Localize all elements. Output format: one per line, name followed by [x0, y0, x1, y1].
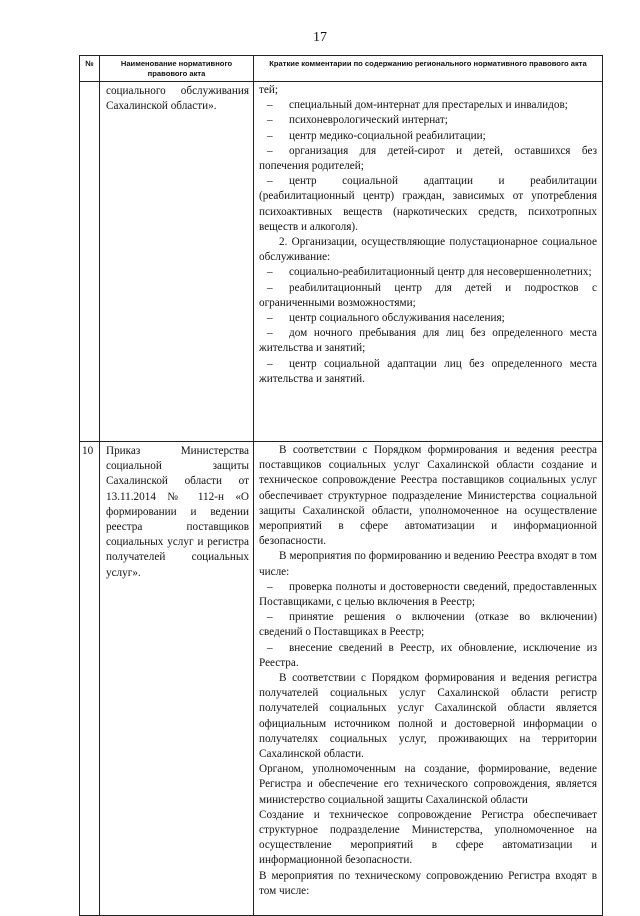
dash-marker: –: [267, 175, 273, 188]
comment-text: В соответствии с Порядком формирования и ведения реестра поставщиков социальных услуг Сахалинской области создание и техническое сопровождение Реестра поставщиков социальных услуг обеспечивает структурное подразделение Министерства социальной защиты Сахалинской области, уполномоченное на осуществление мероприятий в сфере автоматизации и информационной безопасности.: [259, 444, 597, 548]
dash-marker: –: [267, 129, 273, 142]
paragraph: [259, 83, 597, 98]
comment-text: центр социальной адаптации и реабилитации (реабилитационный центр) граждан, зависимых от употребления психоактивных веществ (наркотических средств, психотропных веществ и алкоголя).: [259, 175, 597, 233]
dash-marker: –: [267, 327, 273, 340]
act-comments: [254, 442, 603, 916]
dash-marker: –: [267, 357, 273, 370]
comment-text: В мероприятия по техническому сопровождению Регистра входят в том числе:: [259, 869, 597, 897]
comment-text: тей;: [259, 84, 278, 96]
paragraph: [259, 235, 597, 265]
act-name: Приказ Министерства социальной защиты Сахалинской области от 13.11.2014 № 112-н «О формировании и ведении реестра поставщиков социальных услуг и регистра получателей социальных услуг».: [100, 442, 254, 916]
dash-marker: –: [267, 281, 273, 294]
comment-text: дом ночного пребывания для лиц без определенного места жительства и занятий;: [259, 327, 597, 355]
dash-marker: –: [267, 114, 273, 127]
table-row: [80, 442, 603, 916]
comment-text: Создание и техническое сопровождение Регистра обеспечивает структурное подразделение Министерства, уполномоченное на осуществление мероприятий в сфере автоматизации и информационной безопасности.: [259, 808, 597, 867]
dash-marker: –: [267, 641, 273, 654]
acts-table: [79, 55, 603, 916]
paragraph: [259, 808, 597, 869]
comment-text: внесение сведений в Реестр, их обновление, исключение из Реестра.: [259, 641, 597, 669]
act-name: социального обслуживания Сахалинской области».: [100, 82, 254, 442]
table-header-row: [80, 56, 603, 82]
comment-text: В соответствии с Порядком формирования и ведения регистра получателей социальных услуг Сахалинской области регистр получателей социальных услуг Сахалинской области является официальным источником полной и достоверной информации о получателях социальных услуг, проживающих на территории Сахалинской области.: [259, 672, 597, 761]
header-comments: Краткие комментарии по содержанию регионального нормативного правового акта: [254, 56, 603, 82]
dash-marker: –: [267, 99, 273, 112]
dash-marker: –: [267, 312, 273, 325]
list-item: [259, 113, 597, 128]
dash-marker: –: [267, 266, 273, 279]
comment-text: Органом, уполномоченным на создание, формирование, ведение Регистра и обеспечение его технического сопровождения, является министерство социальной защиты Сахалинской области: [259, 763, 597, 806]
comment-text: центр социальной адаптации лиц без определенного места жительства и занятий.: [259, 357, 597, 385]
comment-text: организация для детей-сирот и детей, оставшихся без попечения родителей;: [259, 144, 597, 173]
comment-text: реабилитационный центр для детей и подростков с ограниченными возможностями;: [259, 281, 597, 309]
comment-text: 2. Организации, осуществляющие полустационарное социальное обслуживание:: [259, 236, 597, 264]
dash-marker: –: [267, 580, 273, 593]
act-comments: [254, 82, 603, 442]
comment-text: В мероприятия по формированию и ведению Реестра входят в том числе:: [259, 550, 597, 578]
paragraph: [259, 869, 597, 899]
comment-text: центр социального обслуживания населения;: [289, 312, 505, 325]
paragraph: [259, 671, 597, 762]
header-num: №: [80, 56, 100, 82]
row-num: 10: [80, 442, 100, 916]
page-number: 17: [313, 30, 327, 45]
list-item: [259, 357, 597, 387]
row-num: [80, 82, 100, 442]
paragraph: [259, 762, 597, 808]
list-item: [259, 610, 597, 640]
header-name: Наименование нормативного правового акта: [100, 56, 254, 82]
comment-text: социально-реабилитационный центр для несовершеннолетних;: [289, 266, 592, 279]
list-item: [259, 129, 597, 144]
list-item: [259, 144, 597, 174]
dash-marker: –: [267, 611, 273, 624]
list-item: [259, 98, 597, 113]
paragraph: [259, 443, 597, 549]
comment-text: центр медико-социальной реабилитации;: [289, 129, 486, 142]
list-item: [259, 281, 597, 311]
list-item: [259, 326, 597, 356]
list-item: [259, 580, 597, 610]
comment-text: психоневрологический интернат;: [289, 114, 448, 127]
list-item: [259, 265, 597, 280]
dash-marker: –: [267, 144, 273, 157]
list-item: [259, 311, 597, 326]
list-item: [259, 641, 597, 671]
comment-text: проверка полноты и достоверности сведений, предоставленных Поставщиками, с целью включения в Реестр;: [259, 580, 597, 609]
comment-text: принятие решения о включении (отказе во включении) сведений о Поставщиках в Реестр;: [259, 611, 597, 639]
list-item: [259, 174, 597, 235]
table-row: [80, 82, 603, 442]
paragraph: [259, 549, 597, 579]
comment-text: специальный дом-интернат для престарелых и инвалидов;: [289, 99, 568, 112]
